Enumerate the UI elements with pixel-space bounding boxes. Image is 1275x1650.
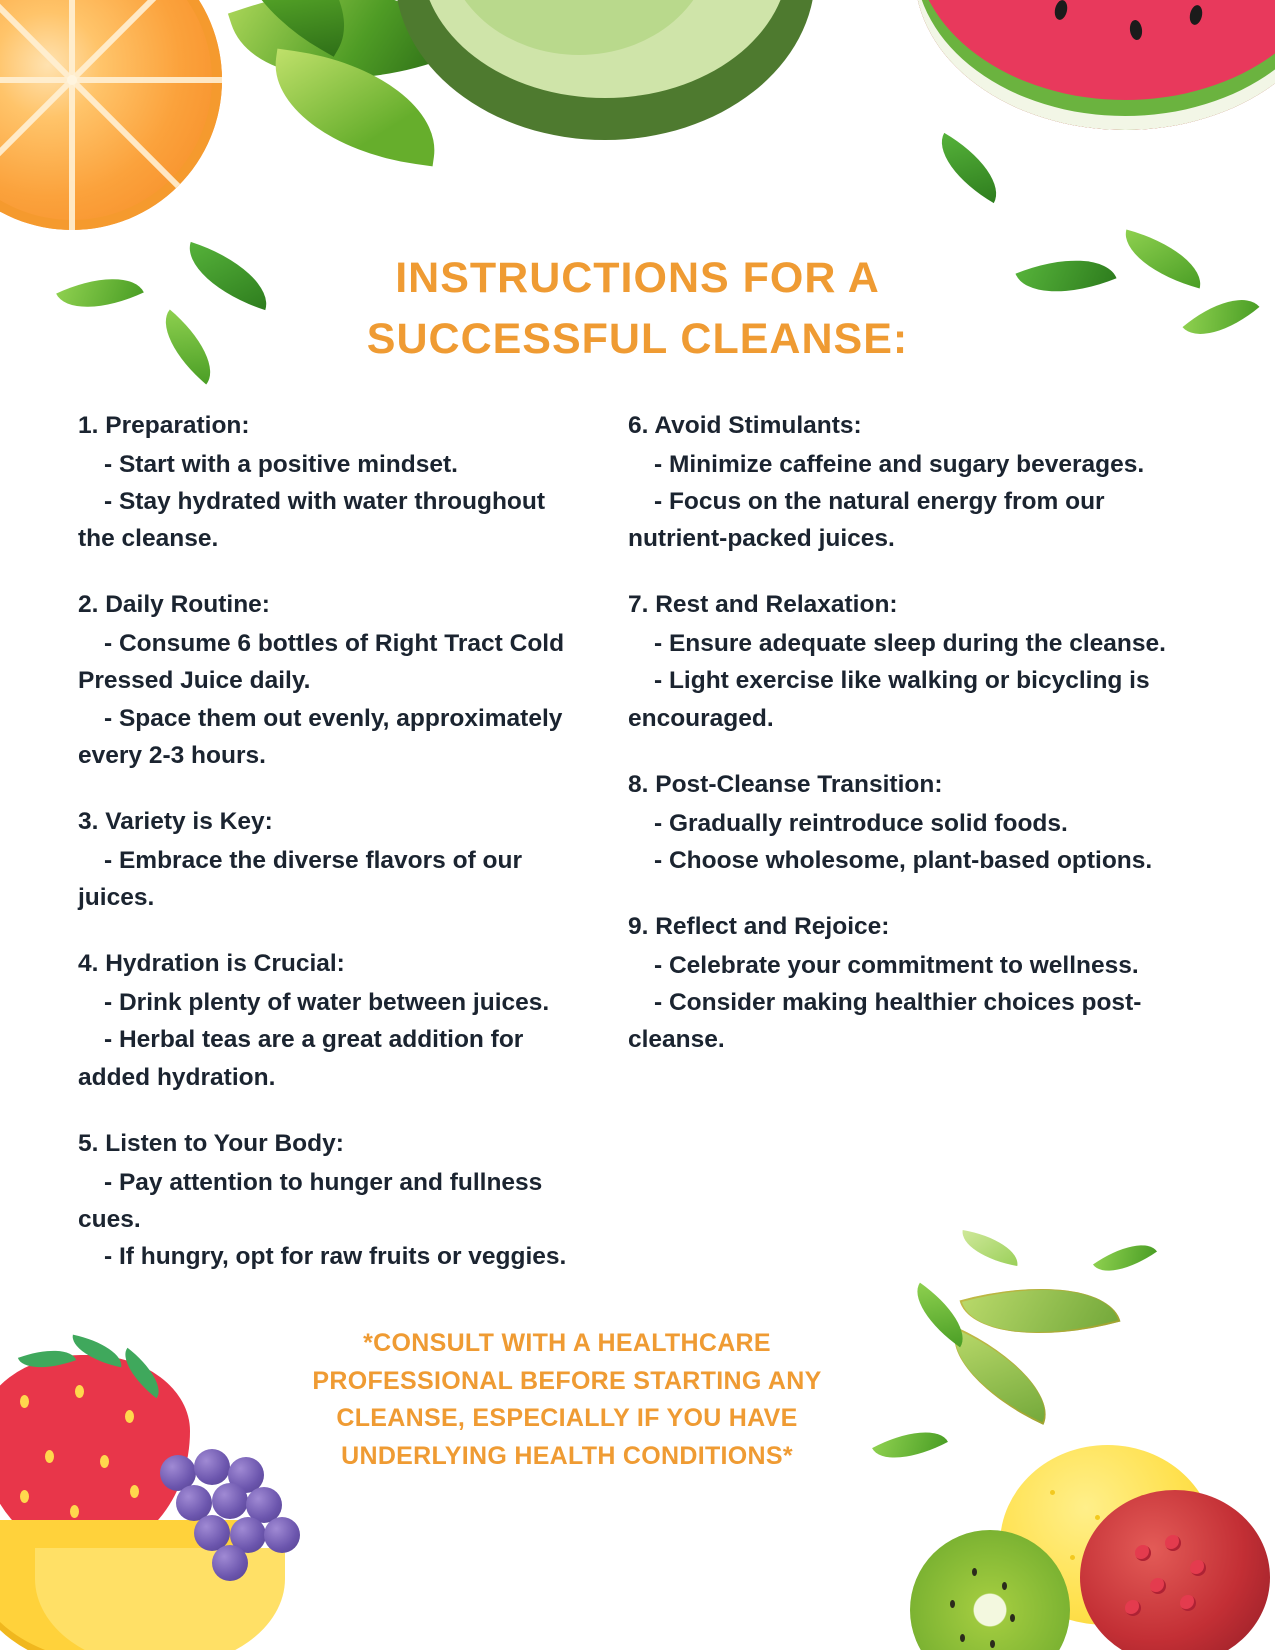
watermelon-slice-illustration bbox=[915, 0, 1275, 130]
instruction-line: - Consume 6 bottles of Right Tract Cold Pressed Juice daily. bbox=[78, 630, 565, 695]
disclaimer-note: *CONSULT WITH A HEALTHCARE PROFESSIONAL BEFORE STARTING ANY CLEANSE, ESPECIALLY IF YOU HAVE UNDERLYING HEALTH CONDITIONS* bbox=[312, 1329, 822, 1470]
instruction-block bbox=[628, 587, 1168, 736]
instruction-heading: 7. Rest and Relaxation: bbox=[628, 591, 898, 619]
green-leaf-illustration bbox=[935, 1327, 1066, 1425]
instruction-block bbox=[78, 804, 578, 916]
instruction-line: - Light exercise like walking or bicycling is encouraged. bbox=[628, 667, 1150, 732]
instruction-line: - Start with a positive mindset. bbox=[104, 450, 458, 478]
kiwi-slice-illustration bbox=[910, 1530, 1070, 1650]
orange-slice-illustration bbox=[0, 0, 222, 230]
green-leaf-illustration bbox=[204, 0, 376, 57]
green-leaf-illustration bbox=[872, 1415, 948, 1474]
instruction-line: - Space them out evenly, approximately every 2-3 hours. bbox=[78, 704, 563, 769]
instruction-line: - Embrace the diverse flavors of our juices. bbox=[78, 846, 522, 912]
strawberry-illustration bbox=[18, 1339, 76, 1378]
instruction-line: - Focus on the natural energy from our nutrient-packed juices. bbox=[628, 487, 1105, 553]
instruction-line: - Drink plenty of water between juices. bbox=[104, 989, 550, 1017]
green-leaf-illustration bbox=[228, 0, 452, 118]
green-leaf-illustration bbox=[926, 133, 1012, 203]
instruction-block bbox=[628, 767, 1168, 879]
instruction-line: - Consider making healthier choices post-cleanse. bbox=[628, 989, 1142, 1054]
instruction-heading: 3. Variety is Key: bbox=[78, 808, 273, 836]
instruction-block bbox=[78, 946, 578, 1095]
instruction-line: - Ensure adequate sleep during the cleanse. bbox=[654, 630, 1166, 658]
instruction-line: - Choose wholesome, plant-based options. bbox=[654, 846, 1153, 874]
instruction-heading: 8. Post-Cleanse Transition: bbox=[628, 770, 943, 798]
instruction-block bbox=[78, 587, 578, 774]
instruction-line: - If hungry, opt for raw fruits or veggies. bbox=[104, 1243, 567, 1271]
instruction-heading: 9. Reflect and Rejoice: bbox=[628, 913, 890, 941]
page-title-line1: INSTRUCTIONS FOR A bbox=[395, 254, 880, 302]
instruction-line: - Pay attention to hunger and fullness cues. bbox=[78, 1168, 543, 1233]
pomegranate-illustration bbox=[1080, 1490, 1270, 1650]
instruction-line: - Celebrate your commitment to wellness. bbox=[654, 951, 1139, 979]
instruction-heading: 4. Hydration is Crucial: bbox=[78, 950, 345, 978]
strawberry-illustration bbox=[0, 1355, 190, 1555]
instruction-line: - Minimize caffeine and sugary beverages. bbox=[654, 450, 1145, 478]
strawberry-illustration bbox=[68, 1335, 125, 1368]
banana-illustration bbox=[0, 1520, 250, 1650]
page-title-line2: SUCCESSFUL CLEANSE: bbox=[366, 315, 909, 364]
instruction-heading: 2. Daily Routine: bbox=[78, 591, 270, 619]
instruction-block bbox=[78, 408, 578, 557]
instructions-columns bbox=[78, 408, 1188, 1305]
instruction-block bbox=[78, 1126, 578, 1275]
banana-illustration bbox=[35, 1548, 285, 1650]
instruction-line: - Herbal teas are a great addition for added hydration. bbox=[78, 1026, 524, 1091]
instruction-block bbox=[628, 909, 1168, 1058]
instruction-heading: 5. Listen to Your Body: bbox=[78, 1129, 344, 1157]
page-title bbox=[0, 248, 1275, 370]
instruction-line: - Gradually reintroduce solid foods. bbox=[654, 809, 1068, 837]
instructions-left-column bbox=[78, 408, 578, 1305]
green-leaf-illustration bbox=[264, 49, 446, 167]
instruction-heading: 1. Preparation: bbox=[78, 412, 250, 439]
lemon-illustration bbox=[1000, 1445, 1215, 1625]
instruction-heading: 6. Avoid Stimulants: bbox=[628, 412, 862, 439]
avocado-half-illustration bbox=[395, 0, 815, 140]
instruction-line: - Stay hydrated with water throughout the cleanse. bbox=[78, 487, 546, 553]
strawberry-illustration bbox=[114, 1348, 170, 1399]
instructions-right-column bbox=[628, 408, 1168, 1305]
instruction-block bbox=[628, 408, 1168, 557]
